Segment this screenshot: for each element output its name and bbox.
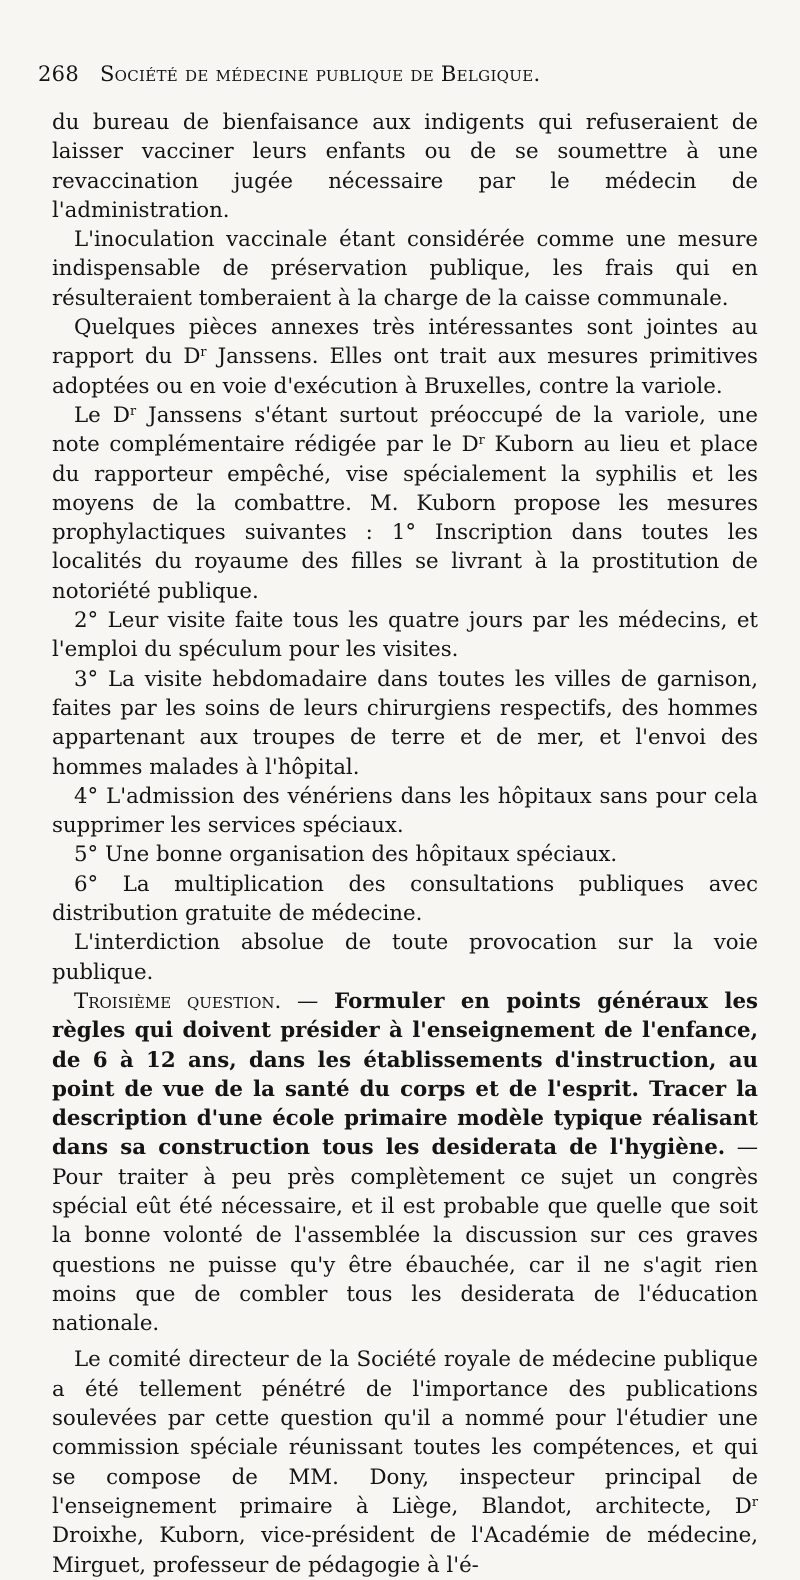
paragraph-continued: du bureau de bienfaisance aux indigents qui refuseraient de laisser vacciner leurs enfants ou de se soumettre à une revaccination jugée nécessaire par le médecin de l'administration. <box>52 110 758 223</box>
running-title: Société de médecine publique de Belgique. <box>99 62 541 86</box>
paragraph-kuborn-note: Le $D^r$ Janssens s'étant surtout préoccupé de la variole, une note complémentaire rédigée par le $D^r$ Kuborn au lieu et place du rapporteur empêché, vise spécialement la syphilis et les moyens de la combattre. M. Kuborn propose les mesures prophylactiques suivantes : 1° Inscription dans toutes les localités du royaume des filles se livrant à la prostitution de notoriété publique. <box>52 402 759 604</box>
paragraph-third-question: Troisième question. — Formuler en points généraux les règles qui doivent présider à l'enseignement de l'enfance, de 6 à 12 ans, dans les établissements d'instruction, au point de vue de la santé du corps et de l'esprit. Tracer la description d'une école primaire modèle typique réalisant dans sa construction tous les desiderata de l'hygiène. — Pour traiter à peu près complètement ce sujet un congrès spécial eût été nécessaire, et il est probable que quelle que soit la bonne volonté de l'assemblée la discussion sur ces graves questions ne puisse qu'y être ébauchée, car il ne s'agit rien moins que de combler tous les desiderata de l'éducation nationale. <box>52 988 758 1337</box>
list-item: 6° La multiplication des consultations publiques avec distribution gratuite de médecine. <box>52 871 758 927</box>
paragraph-inoculation: L'inoculation vaccinale étant considérée comme une mesure indispensable de préservation publique, les frais qui en résulteraient tomberaient à la charge de la caisse communale. <box>52 227 758 311</box>
paragraph-committee: Le comité directeur de la Société royale de médecine publique a été tellement pénétré de l'importance des publications soulevées par cette question qu'il a nommé pour l'étudier une commission spéciale réunissant toutes les compétences, et qui se compose de MM. Dony, inspecteur principal de l'enseignement primaire à Liège, Blandot, architecte, $D^r$ Droixhe, Kuborn, vice-président de l'Académie de médecine, Mirguet, professeur de pédagogie à l'é- <box>52 1347 758 1578</box>
body-text <box>52 108 758 1580</box>
question-statement: Formuler en points généraux les règles qui doivent présider à l'enseignement de l'enfance, de 6 à 12 ans, dans les établissements d'instruction, au point de vue de la santé du corps et de l'esprit. Tracer la description d'une école primaire modèle typique réalisant dans sa construction tous les desiderata de l'hygiène. <box>52 988 758 1161</box>
list-item: L'interdiction absolue de toute provocation sur la voie publique. <box>52 930 758 985</box>
running-header <box>38 62 738 92</box>
question-label: Troisième question. <box>74 988 282 1014</box>
list-item: 3° La visite hebdomadaire dans toutes les villes de garnison, faites par les soins de leurs chirurgiens respectifs, des hommes appartenant aux troupes de terre et de mer, et l'envoi des hommes malades à l'hôpital. <box>52 666 758 780</box>
list-item: 2° Leur visite faite tous les quatre jours par les médecins, et l'emploi du spéculum pour les visites. <box>52 608 758 663</box>
page-number: 268 <box>38 62 79 86</box>
list-item: 5° Une bonne organisation des hôpitaux spéciaux. <box>74 842 618 868</box>
paragraph-annexes: Quelques pièces annexes très intéressantes sont jointes au rapport du $D^r$ Janssens. Elles ont trait aux mesures primitives adoptées ou en voie d'exécution à Bruxelles, contre la variole. <box>52 315 758 399</box>
list-item: 4° L'admission des vénériens dans les hôpitaux sans pour cela supprimer les services spéciaux. <box>52 783 758 839</box>
